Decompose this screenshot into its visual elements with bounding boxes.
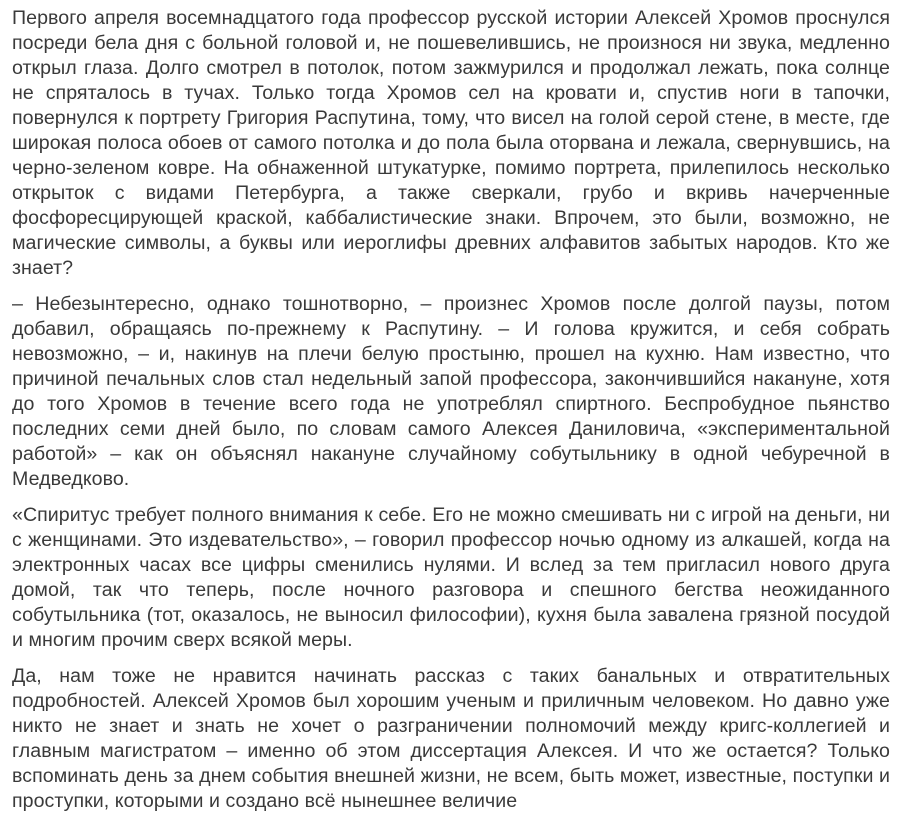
- paragraph: Да, нам тоже не нравится начинать рассказ с таких банальных и отвратительных подробностей. Алексей Хромов был хорошим ученым и приличным человеком. Но давно уже никто не знает и знать не хочет о разграничении полномочий между кригс-коллегией и главным магистратом – именно об этом диссертация Алексея. И что же остается? Только вспоминать день за днем события внешней жизни, не всем, быть может, известные, поступки и проступки, которыми и создано всё нынешнее величие: [12, 665, 890, 812]
- paragraph: «Спиритус требует полного внимания к себе. Его не можно смешивать ни с игрой на деньги, ни с женщинами. Это издевательство», – говорил профессор ночью одному из алкашей, когда на электронных часах все цифры сменились нулями. И вслед за тем пригласил нового друга домой, так что теперь, после ночного разговора и спешного бегства неожиданного собутыльника (тот, оказалось, не выносил философии), кухня была завалена грязной посудой и многим прочим сверх всякой меры.: [12, 504, 890, 651]
- paragraph: – Небезынтересно, однако тошнотворно, – произнес Хромов после долгой паузы, потом добавил, обращаясь по-прежнему к Распутину. – И голова кружится, и себя собрать невозможно, – и, накинув на плечи белую простыню, прошел на кухню. Нам известно, что причиной печальных слов стал недельный запой профессора, закончившийся накануне, хотя до того Хромов в течение всего года не употреблял спиртного. Беспробудное пьянство последних семи дней было, по словам самого Алексея Даниловича, «экспериментальной работой» – как он объяснял накануне случайному собутыльнику в одной чебуречной в Медведково.: [12, 293, 890, 490]
- paragraph: Первого апреля восемнадцатого года профессор русской истории Алексей Хромов проснулся посреди бела дня с больной головой и, не пошевелившись, не произнося ни звука, медленно открыл глаза. Долго смотрел в потолок, потом зажмурился и продолжал лежать, пока солнце не спряталось в тучах. Только тогда Хромов сел на кровати и, спустив ноги в тапочки, повернулся к портрету Григория Распутина, тому, что висел на голой серой стене, в месте, где широкая полоса обоев от самого потолка и до пола была оторвана и лежала, свернувшись, на черно-зеленом ковре. На обнаженной штукатурке, помимо портрета, прилепилось несколько открыток с видами Петербурга, а также сверкали, грубо и вкривь начерченные фосфоресцирующей краской, каббалистические знаки. Впрочем, это были, возможно, не магические символы, а буквы или иероглифы древних алфавитов забытых народов. Кто же знает?: [12, 7, 890, 279]
- document-body: [12, 6, 890, 825]
